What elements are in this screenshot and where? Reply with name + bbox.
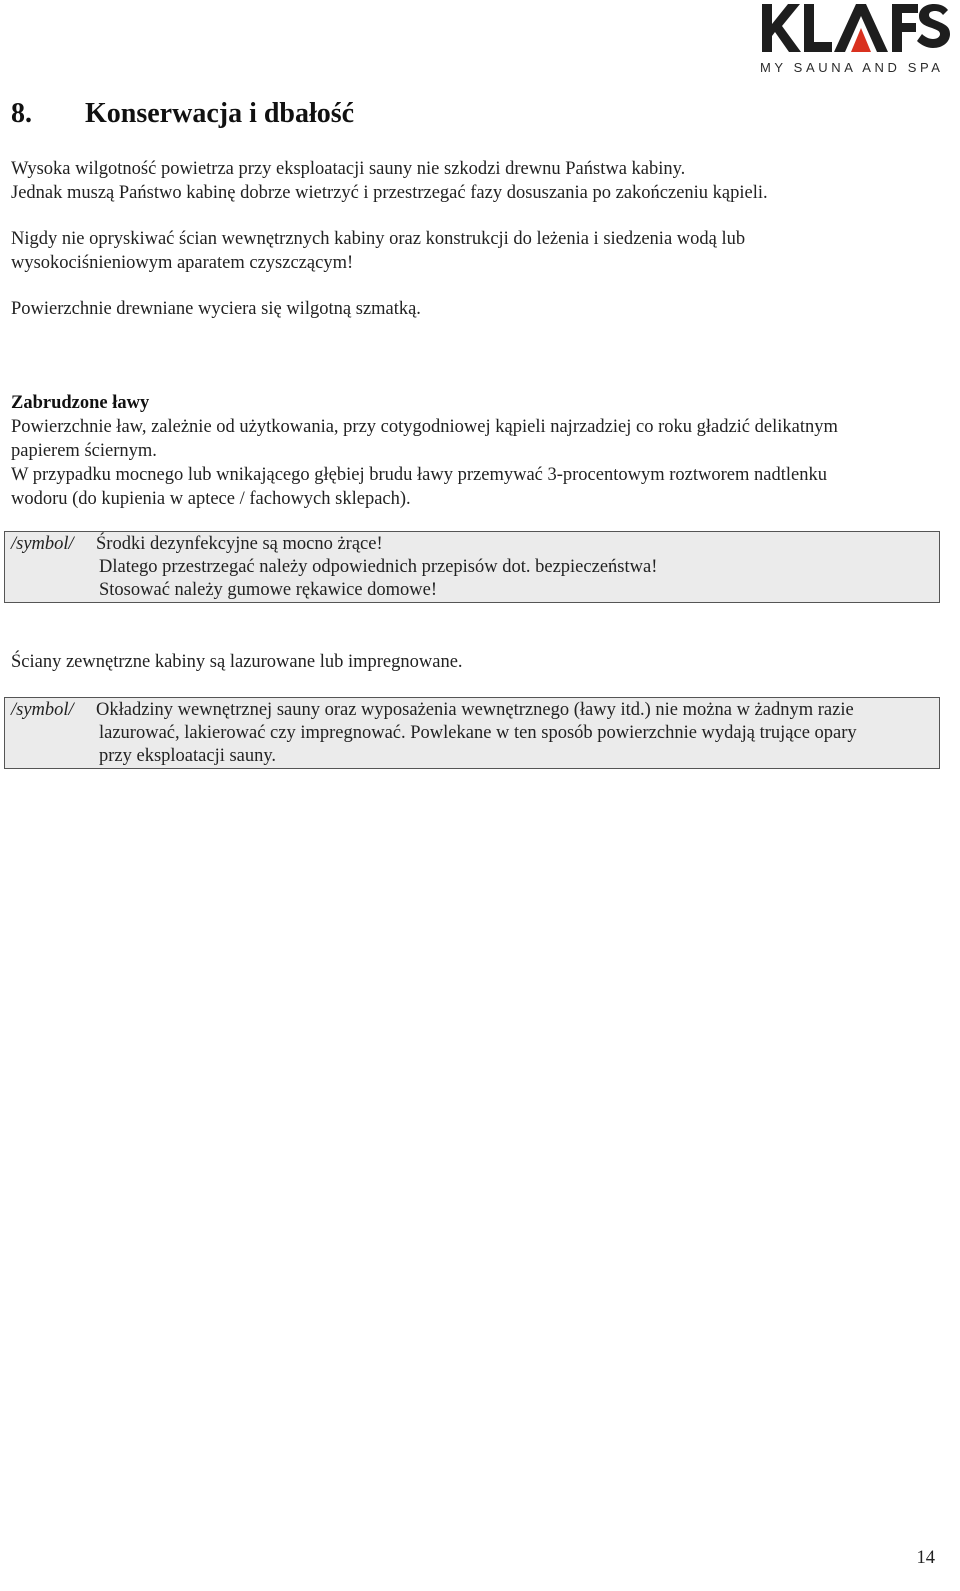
paragraph-line: Powierzchnie drewniane wyciera się wilgotną szmatką.	[11, 299, 421, 319]
section-title: Konserwacja i dbałość	[85, 98, 355, 129]
paragraph-line: papierem ściernym.	[11, 441, 157, 461]
paragraph-exterior-walls	[11, 650, 941, 674]
paragraph-line: Ściany zewnętrzne kabiny są lazurowane lub impregnowane.	[11, 652, 463, 672]
section-number: 8.	[11, 98, 32, 129]
logo-tagline: MY SAUNA AND SPA	[760, 60, 944, 75]
paragraph-dirty-benches	[11, 391, 941, 511]
klafs-logo	[760, 2, 952, 76]
paragraph-wipe-wood	[11, 297, 941, 321]
section-heading	[11, 98, 354, 130]
paragraph-line: wysokociśnieniowym aparatem czyszczącym!	[11, 253, 354, 273]
paragraph-line: Powierzchnie ław, zależnie od użytkowania, przy cotygodniowej kąpieli najrzadziej co roku gładzić delikatnym	[11, 417, 838, 437]
paragraph-line: Jednak muszą Państwo kabinę dobrze wietrzyć i przestrzegać fazy dosuszania po zakończeniu kąpieli.	[11, 183, 768, 203]
paragraph-line: Wysoka wilgotność powietrza przy eksploatacji sauny nie szkodzi drewnu Państwa kabiny.	[11, 159, 686, 179]
paragraph-line: W przypadku mocnego lub wnikającego głębiej brudu ławy przemywać 3-procentowym roztworem nadtlenku	[11, 465, 827, 485]
klafs-wordmark	[760, 2, 952, 58]
warning-notice-disinfectants	[4, 531, 940, 603]
notice-line: przy eksploatacji sauny.	[99, 746, 277, 766]
notice-body	[96, 699, 939, 768]
notice-line: Dlatego przestrzegać należy odpowiednich przepisów dot. bezpieczeństwa!	[99, 557, 658, 577]
notice-line: Okładziny wewnętrznej sauny oraz wyposażenia wewnętrznego (ławy itd.) nie można w żadnym razie	[96, 700, 854, 720]
notice-line: Środki dezynfekcyjne są mocno żrące!	[96, 534, 383, 554]
notice-line: lazurować, lakierować czy impregnować. Powlekane w ten sposób powierzchnie wydają trujące opary	[99, 723, 857, 743]
paragraph-no-spraying	[11, 227, 941, 275]
notice-body	[96, 533, 939, 602]
subheading-dirty-benches: Zabrudzone ławy	[11, 393, 150, 413]
warning-notice-interior-coating	[4, 697, 940, 769]
paragraph-line: wodoru (do kupienia w aptece / fachowych sklepach).	[11, 489, 411, 509]
notice-line: Stosować należy gumowe rękawice domowe!	[99, 580, 438, 600]
paragraph-line: Nigdy nie opryskiwać ścian wewnętrznych kabiny oraz konstrukcji do leżenia i siedzenia wodą lub	[11, 229, 746, 249]
warning-symbol-placeholder: /symbol/	[11, 534, 74, 554]
warning-symbol-placeholder: /symbol/	[11, 700, 74, 720]
page-number: 14	[916, 1548, 935, 1568]
paragraph-humidity	[11, 157, 941, 205]
